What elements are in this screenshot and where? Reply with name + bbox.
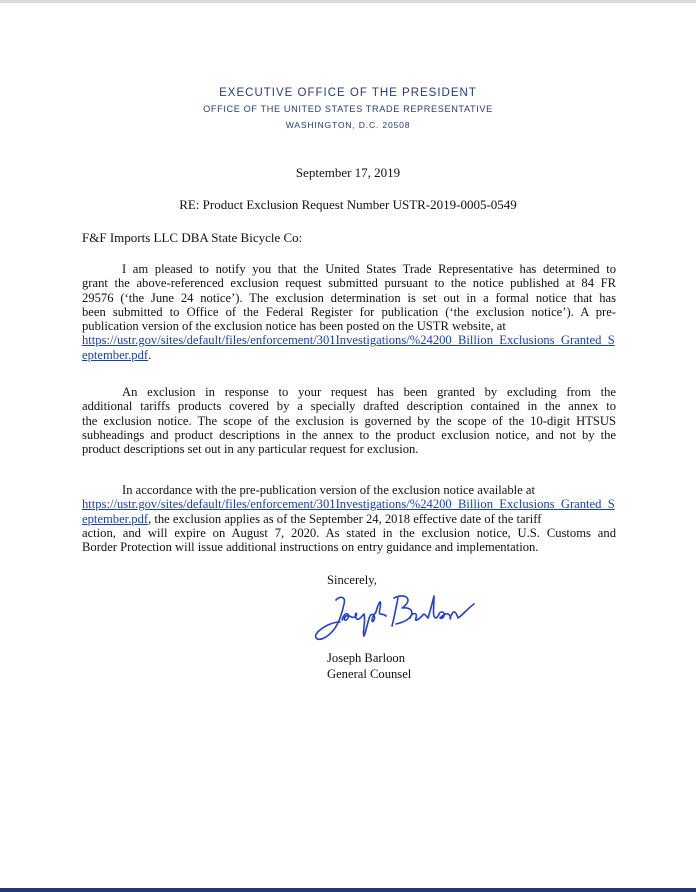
letterhead-title: EXECUTIVE OFFICE OF THE PRESIDENT — [219, 87, 477, 99]
paragraph-1 — [82, 262, 616, 362]
paragraph-line: 29576 (‘the June 24 notice’). The exclusion determination is set out in a formal notice that has — [82, 290, 616, 305]
paragraph-line: publication version of the exclusion notice has been posted on the USTR website, at — [82, 319, 506, 334]
exclusion-notice-link-2[interactable]: https://ustr.gov/sites/default/files/enforcement/301Investigations/%24200_Billion_Exclusions_Granted_S — [82, 497, 615, 512]
paragraph-2 — [82, 385, 616, 456]
signature-image — [306, 582, 486, 646]
paragraph-line: I am pleased to notify you that the United States Trade Representative has determined to — [122, 262, 616, 276]
paragraph-line: subheadings and product descriptions in the annex to the product exclusion notice, and not by the — [82, 427, 616, 442]
paragraph-line: grant the above-referenced exclusion request submitted pursuant to the notice published at 84 FR — [82, 276, 616, 291]
signer-name: Joseph Barloon — [327, 651, 406, 665]
subject-line: RE: Product Exclusion Request Number USTR-2019-0005-0549 — [179, 197, 517, 212]
salutation: F&F Imports LLC DBA State Bicycle Co: — [82, 230, 303, 245]
letterhead-office: OFFICE OF THE UNITED STATES TRADE REPRESENTATIVE — [203, 104, 493, 114]
paragraph-line: , the exclusion applies as of the September 24, 2018 effective date of the tariff — [148, 511, 542, 526]
paragraph-line: additional tariffs products covered by a specially drafted description contained in the annex to — [82, 399, 616, 414]
paragraph-line: action, and will expire on August 7, 2020. As stated in the exclusion notice, U.S. Customs and — [82, 525, 616, 540]
bottom-border — [0, 888, 696, 892]
paragraph-line: Border Protection will issue additional instructions on entry guidance and implementation. — [82, 540, 539, 555]
letter-date: September 17, 2019 — [295, 165, 401, 180]
paragraph-line: product descriptions set out in any particular request for exclusion. — [82, 442, 419, 457]
letterhead-address: WASHINGTON, D.C. 20508 — [285, 120, 411, 130]
exclusion-notice-link-cont[interactable]: eptember.pdf — [82, 347, 149, 362]
exclusion-notice-link-2-cont[interactable]: eptember.pdf — [82, 511, 149, 526]
link-period: . — [148, 347, 152, 362]
paragraph-line: the exclusion notice. The scope of the exclusion is governed by the scope of the 10-digit HTSUS — [82, 413, 616, 428]
paragraph-line: been submitted to Office of the Federal Register for publication (‘the exclusion notice’). A pre- — [82, 304, 616, 319]
signer-title: General Counsel — [327, 667, 412, 681]
closing-sincerely: Sincerely, — [327, 573, 377, 587]
exclusion-notice-link[interactable]: https://ustr.gov/sites/default/files/enforcement/301Investigations/%24200_Billion_Exclusions_Granted_S — [82, 333, 615, 348]
paragraph-line: An exclusion in response to your request has been granted by excluding from the — [122, 385, 616, 399]
paragraph-line: In accordance with the pre-publication version of the exclusion notice available at — [122, 483, 535, 497]
top-border — [0, 0, 696, 3]
paragraph-3 — [82, 483, 616, 554]
